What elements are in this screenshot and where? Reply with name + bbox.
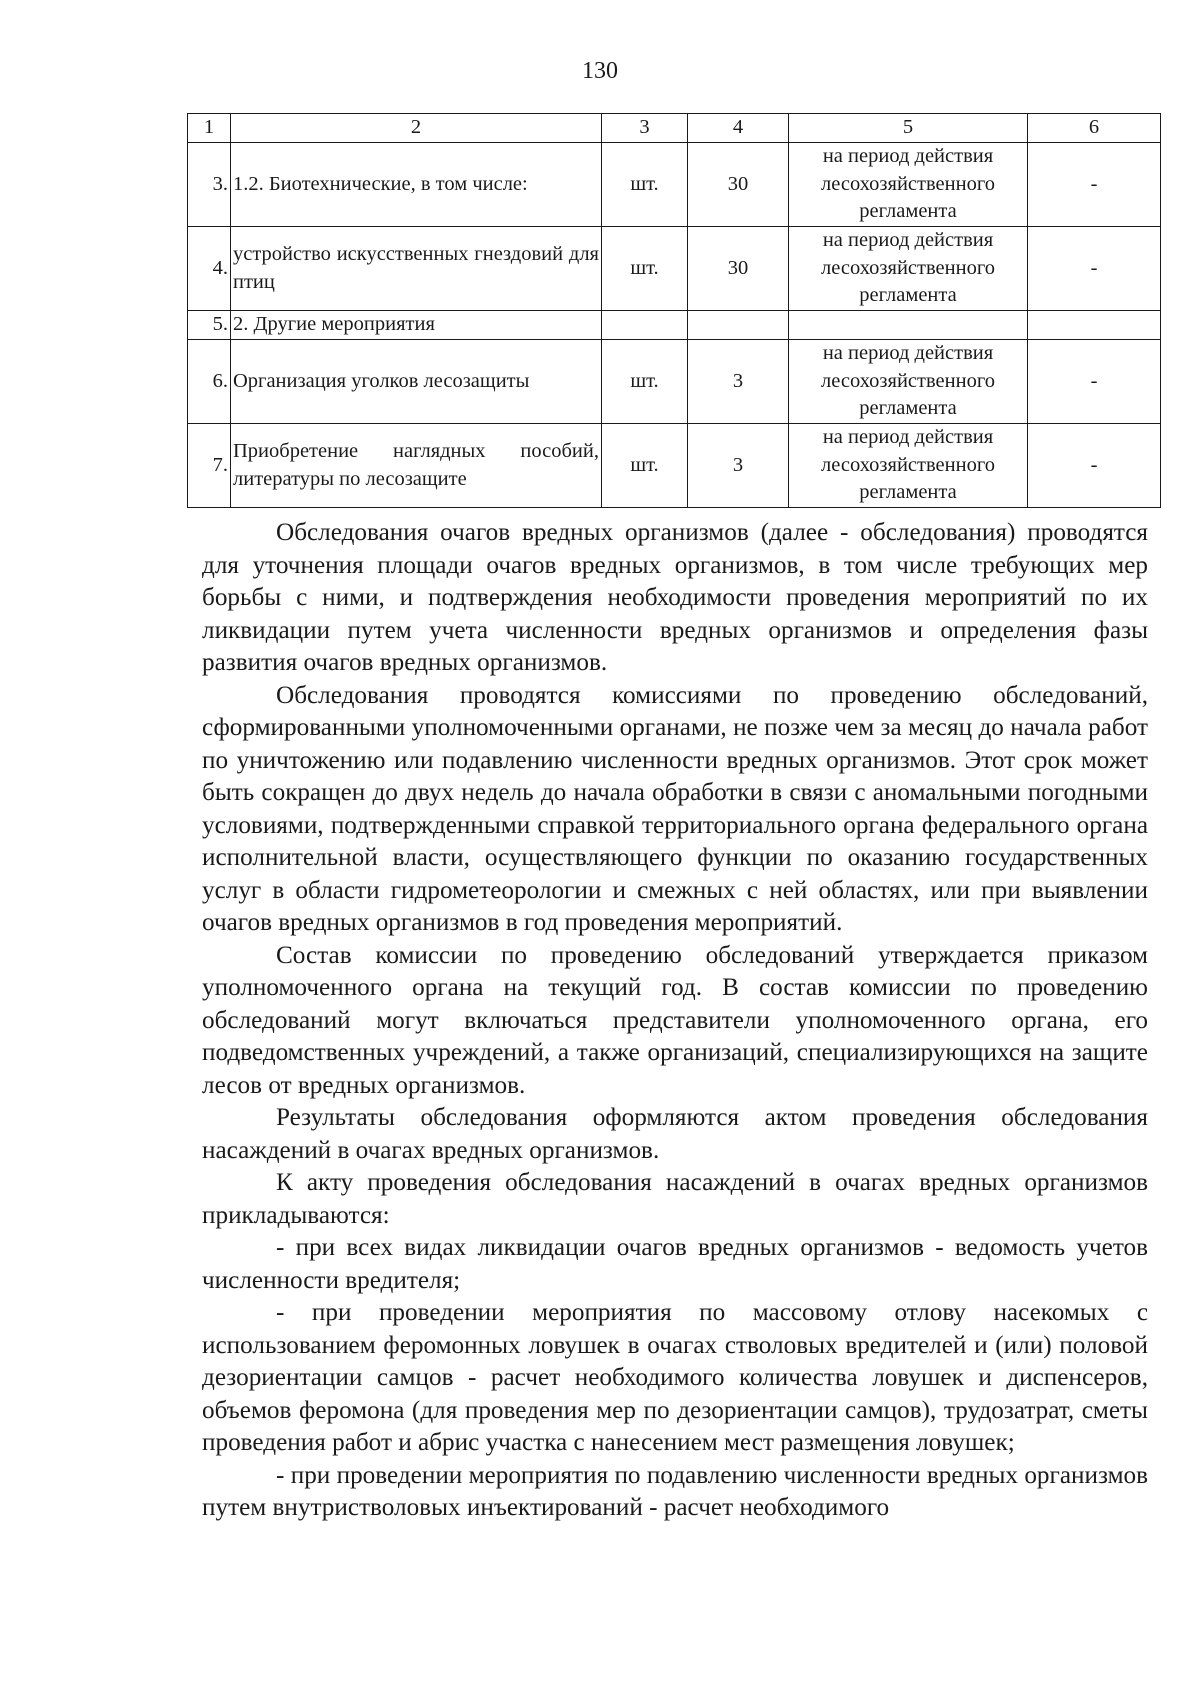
- table-row: [188, 340, 1161, 424]
- paragraph: Результаты обследования оформляются актом проведения обследования насаждений в очагах вредных организмов.: [202, 1104, 1148, 1164]
- period-cell: [789, 340, 1028, 424]
- paragraph: Состав комиссии по проведению обследований утверждается приказом уполномоченного органа на текущий год. В состав комиссии по проведению обследований могут включаться представители уполномоченного органа, его подведомственных учреждений, а также организаций, специализирующихся на защите лесов от вредных организмов.: [202, 941, 1148, 1099]
- period-line: лесохозяйственного: [821, 256, 995, 279]
- period-line: на период действия: [822, 229, 994, 252]
- activity-name: 2. Другие мероприятия: [231, 311, 602, 340]
- row-number: 5.: [188, 311, 231, 340]
- table-row: [188, 143, 1161, 227]
- table-header-row: [188, 114, 1161, 143]
- note-cell: -: [1028, 340, 1161, 424]
- header-cell: 2: [231, 114, 602, 143]
- activities-table: [187, 113, 1161, 508]
- period-line: лесохозяйственного: [821, 172, 995, 195]
- quantity-cell: 30: [688, 227, 789, 311]
- row-number: 7.: [188, 424, 231, 508]
- period-line: регламента: [859, 481, 957, 504]
- header-cell: 6: [1028, 114, 1161, 143]
- activity-name: Приобретение наглядных пособий, литературы по лесозащите: [231, 424, 602, 508]
- period-line: лесохозяйственного: [821, 369, 995, 392]
- period-line: на период действия: [822, 426, 994, 449]
- period-line: на период действия: [822, 145, 994, 168]
- quantity-cell: [688, 311, 789, 340]
- row-number: 3.: [188, 143, 231, 227]
- unit-cell: [602, 311, 688, 340]
- unit-cell: шт.: [602, 143, 688, 227]
- paragraph: Обследования очагов вредных организмов (далее - обследования) проводятся для уточнения площади очагов вредных организмов, в том числе требующих мер борьбы с ними, и подтверждения необходимости проведения мероприятий по их ликвидации путем учета численности вредных организмов и определения фазы развития очагов вредных организмов.: [202, 519, 1148, 676]
- period-line: регламента: [859, 200, 957, 223]
- page-number: 130: [582, 58, 618, 84]
- quantity-cell: 3: [688, 340, 789, 424]
- quantity-cell: 30: [688, 143, 789, 227]
- unit-cell: шт.: [602, 340, 688, 424]
- unit-cell: шт.: [602, 227, 688, 311]
- paragraph: - при проведении мероприятия по массовому отлову насекомых с использованием феромонных ловушек в очагах стволовых вредителей и (или) половой дезориентации самцов - расчет необходимого количества ловушек и диспенсеров, объемов феромона (для проведения мер по дезориентации самцов), трудозатрат, сметы проведения работ и абрис участка с нанесением мест размещения ловушек;: [202, 1299, 1148, 1456]
- note-cell: -: [1028, 227, 1161, 311]
- quantity-cell: 3: [688, 424, 789, 508]
- period-cell: [789, 143, 1028, 227]
- row-number: 4.: [188, 227, 231, 311]
- body-text: [202, 517, 1148, 1525]
- activity-name: 1.2. Биотехнические, в том числе:: [231, 143, 602, 227]
- note-cell: [1028, 311, 1161, 340]
- activity-name: Организация уголков лесозащиты: [231, 340, 602, 424]
- period-cell: [789, 227, 1028, 311]
- header-cell: 1: [188, 114, 231, 143]
- table-row: [188, 311, 1161, 340]
- table-row: [188, 424, 1161, 508]
- header-cell: 4: [688, 114, 789, 143]
- unit-cell: шт.: [602, 424, 688, 508]
- period-line: регламента: [859, 397, 957, 420]
- activity-name: устройство искусственных гнездовий для птиц: [231, 227, 602, 311]
- period-cell: [789, 311, 1028, 340]
- period-line: регламента: [859, 284, 957, 307]
- header-cell: 3: [602, 114, 688, 143]
- row-number: 6.: [188, 340, 231, 424]
- paragraph: Обследования проводятся комиссиями по проведению обследований, сформированными уполномоченными органами, не позже чем за месяц до начала работ по уничтожению или подавлению численности вредных организмов. Этот срок может быть сокращен до двух недель до начала обработки в связи с аномальными погодными условиями, подтвержденными справкой территориального органа федерального органа исполнительной власти, осуществляющего функции по оказанию государственных услуг в области гидрометеорологии и смежных с ней областях, или при выявлении очагов вредных организмов в год проведения мероприятий.: [202, 681, 1148, 936]
- header-cell: 5: [789, 114, 1028, 143]
- period-line: на период действия: [822, 342, 994, 365]
- paragraph: К акту проведения обследования насаждений в очагах вредных организмов прикладываются:: [202, 1169, 1148, 1229]
- paragraph: - при всех видах ликвидации очагов вредных организмов - ведомость учетов численности вредителя;: [202, 1234, 1148, 1294]
- note-cell: -: [1028, 424, 1161, 508]
- paragraph: - при проведении мероприятия по подавлению численности вредных организмов путем внутристволовых инъектирований - расчет необходимого: [202, 1461, 1148, 1521]
- table-row: [188, 227, 1161, 311]
- period-line: лесохозяйственного: [821, 453, 995, 476]
- note-cell: -: [1028, 143, 1161, 227]
- period-cell: [789, 424, 1028, 508]
